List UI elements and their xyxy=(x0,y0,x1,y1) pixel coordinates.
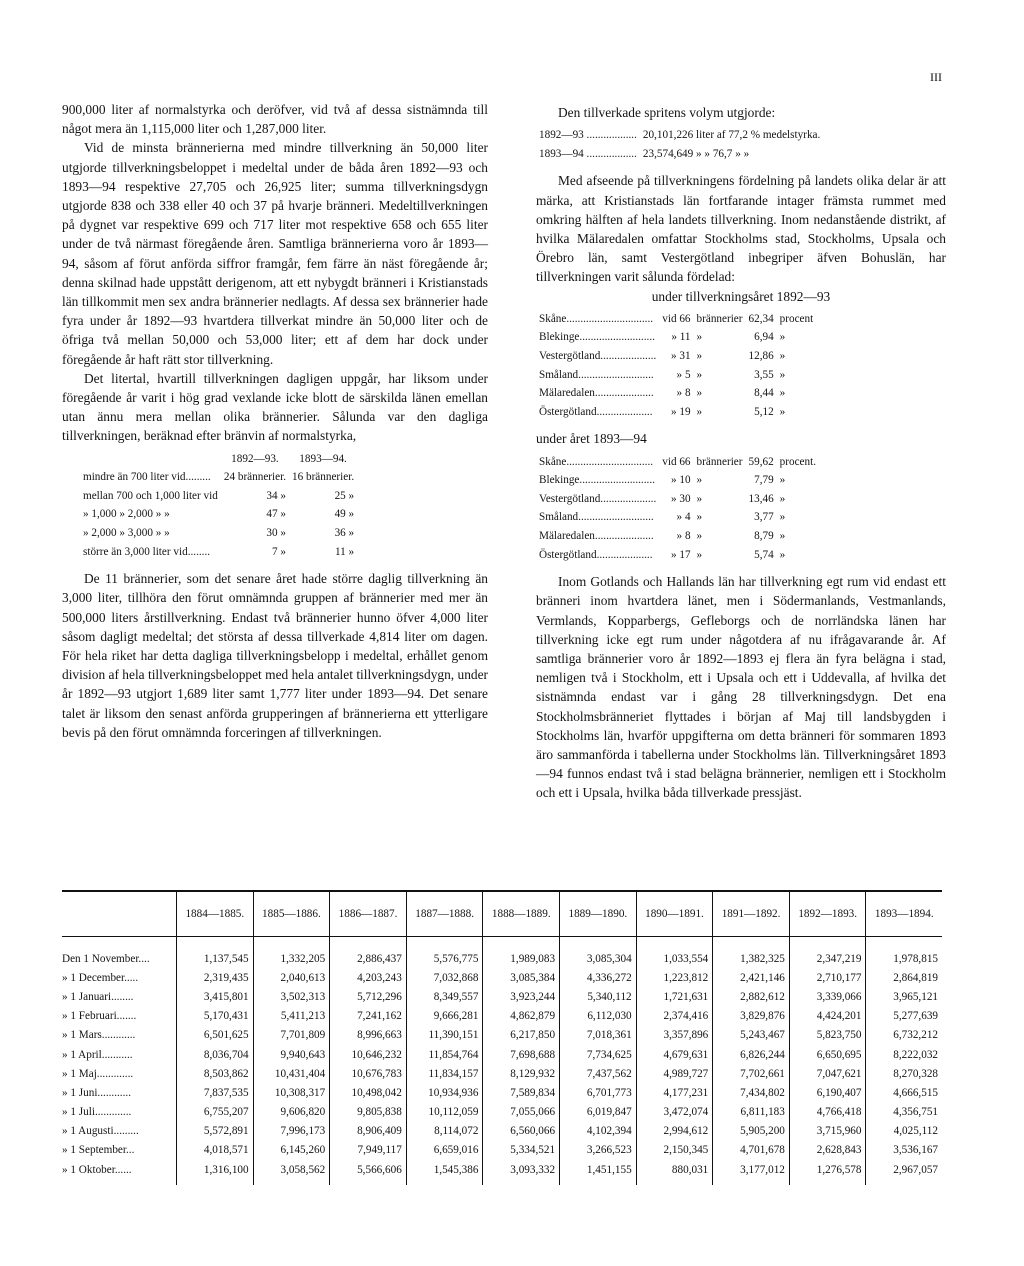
table-cell: 8,222,032 xyxy=(866,1045,942,1064)
daily-cell: 47 » xyxy=(266,508,286,521)
paragraph-daily-output: Det litertal, hvartill tillverkningen dagligen uppgår, har liksom under föregående år varit i hög grad vexlande icke blott de särskilda länen emellan utan ännu mera mellan olika brännerier. Sålunda var den dagliga tillverkningen, beräknad efter bränvin af normalstyrka, xyxy=(62,370,488,444)
table-cell: 5,334,521 xyxy=(483,1141,560,1160)
district-cell: » xyxy=(779,511,786,524)
district-cell: brännerier xyxy=(696,455,743,468)
table-row xyxy=(62,1141,942,1160)
row-label: » 1 December..... xyxy=(62,971,139,984)
volume-row xyxy=(536,145,823,164)
table-cell: 4,666,515 xyxy=(866,1083,942,1102)
table-cell: 6,701,773 xyxy=(560,1083,637,1102)
table-cell: 3,923,244 xyxy=(483,987,560,1006)
table-cell: 7,434,802 xyxy=(713,1083,790,1102)
table-cell: 5,823,750 xyxy=(789,1026,866,1045)
table-cell: 2,374,416 xyxy=(636,1007,713,1026)
district-cell: 13,46 xyxy=(748,492,774,505)
table-cell: 1,721,631 xyxy=(636,987,713,1006)
table-cell: 2,886,437 xyxy=(330,937,407,969)
district-cell: 59,62 xyxy=(748,455,774,468)
table-cell: 7,018,361 xyxy=(560,1026,637,1045)
table-row xyxy=(62,1007,942,1026)
district-table-1893-94 xyxy=(536,453,819,565)
table-cell: 2,150,345 xyxy=(636,1141,713,1160)
table-cell: 5,572,891 xyxy=(177,1122,254,1141)
year2-heading: under året 1893—94 xyxy=(536,431,647,447)
table-cell: 7,734,625 xyxy=(560,1045,637,1064)
table-cell: 3,093,332 xyxy=(483,1160,560,1185)
district-cell: 62,34 xyxy=(748,312,774,325)
table-cell: 6,190,407 xyxy=(789,1083,866,1102)
table-cell: 3,829,876 xyxy=(713,1007,790,1026)
district-cell: 8,44 xyxy=(754,387,774,400)
table-cell: 6,732,212 xyxy=(866,1026,942,1045)
daily-header-1893: 1893—94. xyxy=(299,452,347,465)
volume-cell: 1893—94 .................. xyxy=(539,147,637,160)
table-cell: 4,679,631 xyxy=(636,1045,713,1064)
table-cell: 1,276,578 xyxy=(789,1160,866,1185)
district-cell: » xyxy=(779,368,786,381)
district-cell: » xyxy=(696,548,703,561)
paragraph-smallest-distilleries: Vid de minsta brännerierna med mindre tillverkning än 50,000 liter utgjorde tillverkningsbeloppet i medeltal under de båda åren 1892—93 och 1893—94 respektive 27,705 och 26,925 liter; summa tillverkningsdygn utgjorde 838 och 338 eller 40 och 37 på hvarje bränneri. Medeltillverkningen på dygnet var respektive 699 och 717 liter mot respektive 658 och 655 liter under de två närmast föregående åren. Samtliga brännerierna voro år 1893—94, såsom af förut anförda siffror framgår, fem färre än näst föregående år; denna skilnad hade uppstått derigenom, att ett nybygdt bränneri i Kristianstads län tillkommit men sex andra brännerier nedlagts. Af dessa sex brännerier hade fyra under år 1892—93 hvartdera tillverkat mindre än 50,000 liter och de öfriga två mellan 50,000 och 53,000 liter; ett af dem har dock under föregående år haft rätt stor tillverkning. xyxy=(62,140,488,367)
table-cell: 1,989,083 xyxy=(483,937,560,969)
district-cell: » 4 xyxy=(676,511,691,524)
paragraph-large-distilleries: De 11 brännerier, som det senare året hade större daglig tillverkning än 3,000 liter, tillhöra den förut omnämnda gruppen af brännerier med mer än 500,000 liters årstillverkning. Endast två brännerier hunno öfver 4,000 liter såsom dagligt medeltal; det största af dessa tillverkade 4,814 liter om dagen. För hela riket har detta dagliga tillverkningsbelopp i medeltal, erhållet genom division af hela tillverkningsbeloppet med hela antalet tillverkningsdygn, under år 1892—93 utgjort 1,689 liter samt 1,777 liter under 1893—94. Det senare talet är liksom den senast anförda grupperingen af brännerierna ett ytterligare bevis på den förut omnämnda forceringen af tillverkningen. xyxy=(62,571,488,740)
table-cell: 10,112,059 xyxy=(406,1103,483,1122)
district-cell: Östergötland.................... xyxy=(539,548,653,561)
table-cell: 3,085,304 xyxy=(560,937,637,969)
table-cell: 5,340,112 xyxy=(560,987,637,1006)
table-cell: 8,906,409 xyxy=(330,1122,407,1141)
table-cell: 1,137,545 xyxy=(177,937,254,969)
table-cell: 7,698,688 xyxy=(483,1045,560,1064)
daily-cell: 16 brännerier. xyxy=(292,471,355,484)
volume-row xyxy=(536,126,823,145)
table-cell: 5,566,606 xyxy=(330,1160,407,1185)
daily-row xyxy=(80,543,357,562)
row-label: » 1 Oktober...... xyxy=(62,1163,132,1176)
table-cell: 3,715,960 xyxy=(789,1122,866,1141)
column-header: 1885—1886. xyxy=(253,891,330,937)
table-cell: 3,058,562 xyxy=(253,1160,330,1185)
district-cell: » xyxy=(779,529,786,542)
column-header: 1892—1893. xyxy=(789,891,866,937)
district-cell: procent xyxy=(779,312,814,325)
table-cell: 880,031 xyxy=(636,1160,713,1185)
district-cell: brännerier xyxy=(696,312,743,325)
district-cell: 7,79 xyxy=(754,474,774,487)
table-cell: 5,576,775 xyxy=(406,937,483,969)
monthly-stock-table xyxy=(62,890,942,1185)
district-cell: procent. xyxy=(779,455,817,468)
table-cell: 5,277,639 xyxy=(866,1007,942,1026)
district-cell: » 19 xyxy=(670,405,691,418)
table-cell: 8,036,704 xyxy=(177,1045,254,1064)
district-row xyxy=(536,347,816,366)
district-cell: » xyxy=(779,331,786,344)
table-cell: 3,177,012 xyxy=(713,1160,790,1185)
table-cell: 3,965,121 xyxy=(866,987,942,1006)
table-cell: 9,940,643 xyxy=(253,1045,330,1064)
district-row xyxy=(536,508,819,527)
district-row xyxy=(536,546,819,565)
district-cell: Skåne............................... xyxy=(539,312,654,325)
district-cell: » 11 xyxy=(671,331,691,344)
table-cell: 8,270,328 xyxy=(866,1064,942,1083)
daily-cell: 36 » xyxy=(334,527,355,540)
right-column xyxy=(536,103,946,803)
district-cell: » 5 xyxy=(676,368,691,381)
table-cell: 2,347,219 xyxy=(789,937,866,969)
table-cell: 4,203,243 xyxy=(330,968,407,987)
column-header: 1887—1888. xyxy=(406,891,483,937)
district-cell: vid 66 xyxy=(662,312,691,325)
district-row xyxy=(536,384,816,403)
table-cell: 1,033,554 xyxy=(636,937,713,969)
district-cell: » xyxy=(779,405,786,418)
table-cell: 3,266,523 xyxy=(560,1141,637,1160)
table-cell: 6,650,695 xyxy=(789,1045,866,1064)
table-cell: 2,994,612 xyxy=(636,1122,713,1141)
district-cell: Vestergötland.................... xyxy=(539,350,657,362)
table-cell: 2,882,612 xyxy=(713,987,790,1006)
daily-row xyxy=(80,505,357,524)
table-cell: 2,710,177 xyxy=(789,968,866,987)
daily-row xyxy=(80,524,357,543)
table-cell: 4,989,727 xyxy=(636,1064,713,1083)
district-table-1892-93 xyxy=(536,310,816,422)
daily-cell: 7 » xyxy=(272,545,286,558)
table-cell: 7,702,661 xyxy=(713,1064,790,1083)
table-cell: 10,934,936 xyxy=(406,1083,483,1102)
district-cell: » 30 xyxy=(670,492,691,505)
table-cell: 5,243,467 xyxy=(713,1026,790,1045)
volume-cell: 23,574,649 » » 76,7 » » xyxy=(642,147,750,160)
table-row xyxy=(62,987,942,1006)
row-label: » 1 Mars............ xyxy=(62,1029,136,1042)
paragraph-distribution: Med afseende på tillverkningens fördelning på landets olika delar är att märka, att Kristianstads län fortfarande intager främsta rummet med omkring hälften af hela landets tillverkning. Inom nedanstående distrikt, af hvilka Mälaredalen omfattar Stockholms stad, Stockholms, Upsala och Örebro län, samt Vestergötland inbegriper äfven Bohuslän, har tillverkningen varit sålunda fördelad: xyxy=(536,173,946,285)
table-cell: 4,336,272 xyxy=(560,968,637,987)
table-row xyxy=(62,1045,942,1064)
table-cell: 6,217,850 xyxy=(483,1026,560,1045)
district-cell: Mälaredalen..................... xyxy=(539,387,654,400)
table-cell: 6,145,260 xyxy=(253,1141,330,1160)
table-cell: 7,701,809 xyxy=(253,1026,330,1045)
district-row xyxy=(536,527,819,546)
table-cell: 6,112,030 xyxy=(560,1007,637,1026)
district-row xyxy=(536,453,819,472)
district-row xyxy=(536,366,816,385)
column-header: 1893—1894. xyxy=(866,891,942,937)
daily-row xyxy=(80,487,357,506)
table-row xyxy=(62,1064,942,1083)
table-cell: 4,102,394 xyxy=(560,1122,637,1141)
district-cell: 5,12 xyxy=(754,405,774,418)
table-cell: 1,978,815 xyxy=(866,937,942,969)
district-cell: Småland........................... xyxy=(539,511,654,524)
district-cell: » 8 xyxy=(676,529,691,542)
daily-cell: 25 » xyxy=(334,489,355,502)
table-row xyxy=(62,1083,942,1102)
table-cell: 2,628,843 xyxy=(789,1141,866,1160)
column-header: 1889—1890. xyxy=(560,891,637,937)
table-cell: 3,502,313 xyxy=(253,987,330,1006)
district-cell: » xyxy=(779,474,786,487)
table-cell: 6,560,066 xyxy=(483,1122,560,1141)
table-cell: 10,498,042 xyxy=(330,1083,407,1102)
table-cell: 9,805,838 xyxy=(330,1103,407,1122)
table-cell: 5,905,200 xyxy=(713,1122,790,1141)
district-cell: Vestergötland.................... xyxy=(539,492,657,505)
table-cell: 4,018,571 xyxy=(177,1141,254,1160)
table-cell: 2,319,435 xyxy=(177,968,254,987)
table-cell: 10,646,232 xyxy=(330,1045,407,1064)
table-cell: 1,545,386 xyxy=(406,1160,483,1185)
daily-cell: 30 » xyxy=(266,527,286,540)
table-cell: 4,025,112 xyxy=(866,1122,942,1141)
district-cell: » xyxy=(779,548,786,561)
district-cell: Skåne............................... xyxy=(539,455,654,468)
daily-cell: 11 » xyxy=(334,545,355,558)
district-cell: » xyxy=(696,368,703,381)
table-cell: 9,606,820 xyxy=(253,1103,330,1122)
table-cell: 6,501,625 xyxy=(177,1026,254,1045)
table-cell: 6,826,244 xyxy=(713,1045,790,1064)
table-cell: 9,666,281 xyxy=(406,1007,483,1026)
district-cell: » xyxy=(696,405,703,418)
volume-cell: 20,101,226 liter af 77,2 % medelstyrka. xyxy=(642,129,821,142)
table-cell: 10,431,404 xyxy=(253,1064,330,1083)
table-cell: 4,701,678 xyxy=(713,1141,790,1160)
district-cell: Mälaredalen..................... xyxy=(539,529,654,542)
daily-row xyxy=(80,468,357,487)
row-label: » 1 Januari........ xyxy=(62,990,134,1003)
table-cell: 5,411,213 xyxy=(253,1007,330,1026)
row-label: Den 1 November.... xyxy=(62,952,150,965)
district-cell: » xyxy=(696,492,703,505)
table-cell: 4,862,879 xyxy=(483,1007,560,1026)
volume-cell: 1892—93 .................. xyxy=(539,129,637,142)
district-cell: » 17 xyxy=(670,548,691,561)
district-cell: Blekinge........................... xyxy=(539,474,655,487)
district-cell: » xyxy=(696,474,703,487)
table-cell: 3,357,896 xyxy=(636,1026,713,1045)
table-cell: 10,676,783 xyxy=(330,1064,407,1083)
table-cell: 7,241,162 xyxy=(330,1007,407,1026)
table-cell: 4,177,231 xyxy=(636,1083,713,1102)
table-cell: 3,415,801 xyxy=(177,987,254,1006)
district-cell: » 31 xyxy=(670,350,691,362)
table-cell: 4,424,201 xyxy=(789,1007,866,1026)
district-row xyxy=(536,490,819,509)
row-label: » 1 Maj............. xyxy=(62,1067,134,1080)
column-header: 1891—1892. xyxy=(713,891,790,937)
table-row xyxy=(62,1026,942,1045)
table-cell: 7,589,834 xyxy=(483,1083,560,1102)
table-row xyxy=(62,1122,942,1141)
district-cell: » xyxy=(696,511,703,524)
table-cell: 1,382,325 xyxy=(713,937,790,969)
volume-intro: Den tillverkade spritens volym utgjorde: xyxy=(558,105,776,120)
table-cell: 8,114,072 xyxy=(406,1122,483,1141)
table-cell: 1,223,812 xyxy=(636,968,713,987)
table-cell: 11,390,151 xyxy=(406,1026,483,1045)
table-cell: 7,837,535 xyxy=(177,1083,254,1102)
table-cell: 8,129,932 xyxy=(483,1064,560,1083)
district-row xyxy=(536,328,816,347)
daily-cell: 49 » xyxy=(334,508,355,521)
district-cell: » 8 xyxy=(676,387,691,400)
column-header: 1888—1889. xyxy=(483,891,560,937)
table-cell: 8,996,663 xyxy=(330,1026,407,1045)
district-cell: Blekinge........................... xyxy=(539,331,655,344)
district-cell: 3,77 xyxy=(754,511,774,524)
district-cell: 12,86 xyxy=(748,350,774,362)
daily-cell: 34 » xyxy=(266,489,286,502)
table-cell: 4,356,751 xyxy=(866,1103,942,1122)
table-cell: 7,949,117 xyxy=(330,1141,407,1160)
row-label: » 1 Februari....... xyxy=(62,1010,137,1023)
district-cell: » xyxy=(779,350,786,362)
left-column xyxy=(62,100,488,742)
daily-cell: 24 brännerier. xyxy=(223,471,286,484)
table-cell: 2,864,819 xyxy=(866,968,942,987)
table-cell: 6,019,847 xyxy=(560,1103,637,1122)
district-row xyxy=(536,403,816,422)
table-cell: 2,040,613 xyxy=(253,968,330,987)
row-label: » 1 Augusti......... xyxy=(62,1125,139,1138)
district-cell: Östergötland.................... xyxy=(539,405,653,418)
table-cell: 1,316,100 xyxy=(177,1160,254,1185)
district-cell: vid 66 xyxy=(662,455,691,468)
district-cell: 3,55 xyxy=(754,368,774,381)
daily-output-table xyxy=(80,450,357,562)
table-row xyxy=(62,1103,942,1122)
district-cell: » xyxy=(696,387,703,400)
district-cell: 6,94 xyxy=(754,331,774,344)
table-cell: 6,811,183 xyxy=(713,1103,790,1122)
table-cell: 6,755,207 xyxy=(177,1103,254,1122)
district-cell: » xyxy=(779,492,786,505)
table-cell: 5,170,431 xyxy=(177,1007,254,1026)
stock-table-header xyxy=(62,891,942,937)
district-cell: 5,74 xyxy=(754,548,774,561)
table-cell: 11,854,764 xyxy=(406,1045,483,1064)
table-cell: 3,085,384 xyxy=(483,968,560,987)
table-cell: 11,834,157 xyxy=(406,1064,483,1083)
daily-cell: större än 3,000 liter vid........ xyxy=(83,545,211,558)
column-header: 1890—1891. xyxy=(636,891,713,937)
page-number: III xyxy=(930,70,942,84)
row-label: » 1 September... xyxy=(62,1144,135,1157)
daily-header-1892: 1892—93. xyxy=(231,452,279,465)
table-cell: 3,536,167 xyxy=(866,1141,942,1160)
year1-heading: under tillverkningsåret 1892—93 xyxy=(651,288,831,304)
table-cell: 4,766,418 xyxy=(789,1103,866,1122)
district-cell: 8,79 xyxy=(754,529,774,542)
district-cell: » xyxy=(696,331,703,344)
column-header: 1884—1885. xyxy=(177,891,254,937)
table-cell: 5,712,296 xyxy=(330,987,407,1006)
table-cell: 3,472,074 xyxy=(636,1103,713,1122)
district-cell: » xyxy=(779,387,786,400)
district-cell: » 10 xyxy=(670,474,691,487)
column-header: 1886—1887. xyxy=(330,891,407,937)
table-row xyxy=(62,1160,942,1185)
table-cell: 2,967,057 xyxy=(866,1160,942,1185)
table-row xyxy=(62,937,942,969)
table-cell: 1,451,155 xyxy=(560,1160,637,1185)
daily-cell: mindre än 700 liter vid......... xyxy=(83,471,211,484)
district-row xyxy=(536,310,816,329)
table-cell: 7,047,621 xyxy=(789,1064,866,1083)
table-cell: 7,437,562 xyxy=(560,1064,637,1083)
table-cell: 7,055,066 xyxy=(483,1103,560,1122)
daily-cell: » 2,000 » 3,000 » » xyxy=(83,527,170,540)
table-cell: 6,659,016 xyxy=(406,1141,483,1160)
table-row xyxy=(62,968,942,987)
table-cell: 10,308,317 xyxy=(253,1083,330,1102)
row-label: » 1 April........... xyxy=(62,1048,133,1061)
row-label: » 1 Juli............. xyxy=(62,1106,132,1119)
table-cell: 7,996,173 xyxy=(253,1122,330,1141)
table-cell: 3,339,066 xyxy=(789,987,866,1006)
table-cell: 2,421,146 xyxy=(713,968,790,987)
daily-cell: » 1,000 » 2,000 » » xyxy=(83,508,170,521)
district-row xyxy=(536,471,819,490)
volume-table xyxy=(536,126,823,163)
table-cell: 7,032,868 xyxy=(406,968,483,987)
district-cell: » xyxy=(696,529,703,542)
row-label: » 1 Juni............ xyxy=(62,1086,131,1099)
table-cell: 8,349,557 xyxy=(406,987,483,1006)
district-cell: Småland........................... xyxy=(539,368,654,381)
district-cell: » xyxy=(696,350,703,362)
paragraph-continuation: 900,000 liter af normalstyrka och deröfver, vid två af dessa sistnämnda till något mera än 1,115,000 liter och 1,287,000 liter. xyxy=(62,102,488,137)
daily-cell: mellan 700 och 1,000 liter vid xyxy=(83,489,218,502)
paragraph-gotland: Inom Gotlands och Hallands län har tillverkning egt rum vid endast ett bränneri inom hvartdera länet, men i Södermanlands, Vestmanlands, Vermlands, Kopparbergs, Gefleborgs och de norrländska länen har tillverkning icke egt rum under någotdera af nu ifrågavarande år. Af samtliga brännerier voro år 1892—1893 ej flera än fyra belägna i stad, nemligen två i Stockholm, ett i Upsala och ett i Uddevalla, af hvilka det sistnämnda endast var i gång 28 tillverkningsdygn. Det ena Stockholmsbränneriet flyttades i början af Maj till landsbygden i Stockholms län, hvarför uppgifterna om detta bränneri för sommaren 1893 äro sammanförda i tabellerna under Stockholms län. Tillverkningsåret 1893—94 funnos endast två i stad belägna brännerier, nemligen ett i Stockholm och ett i Upsala, hvilka båda tillverkade pressjäst. xyxy=(536,574,946,801)
table-cell: 1,332,205 xyxy=(253,937,330,969)
table-cell: 8,503,862 xyxy=(177,1064,254,1083)
